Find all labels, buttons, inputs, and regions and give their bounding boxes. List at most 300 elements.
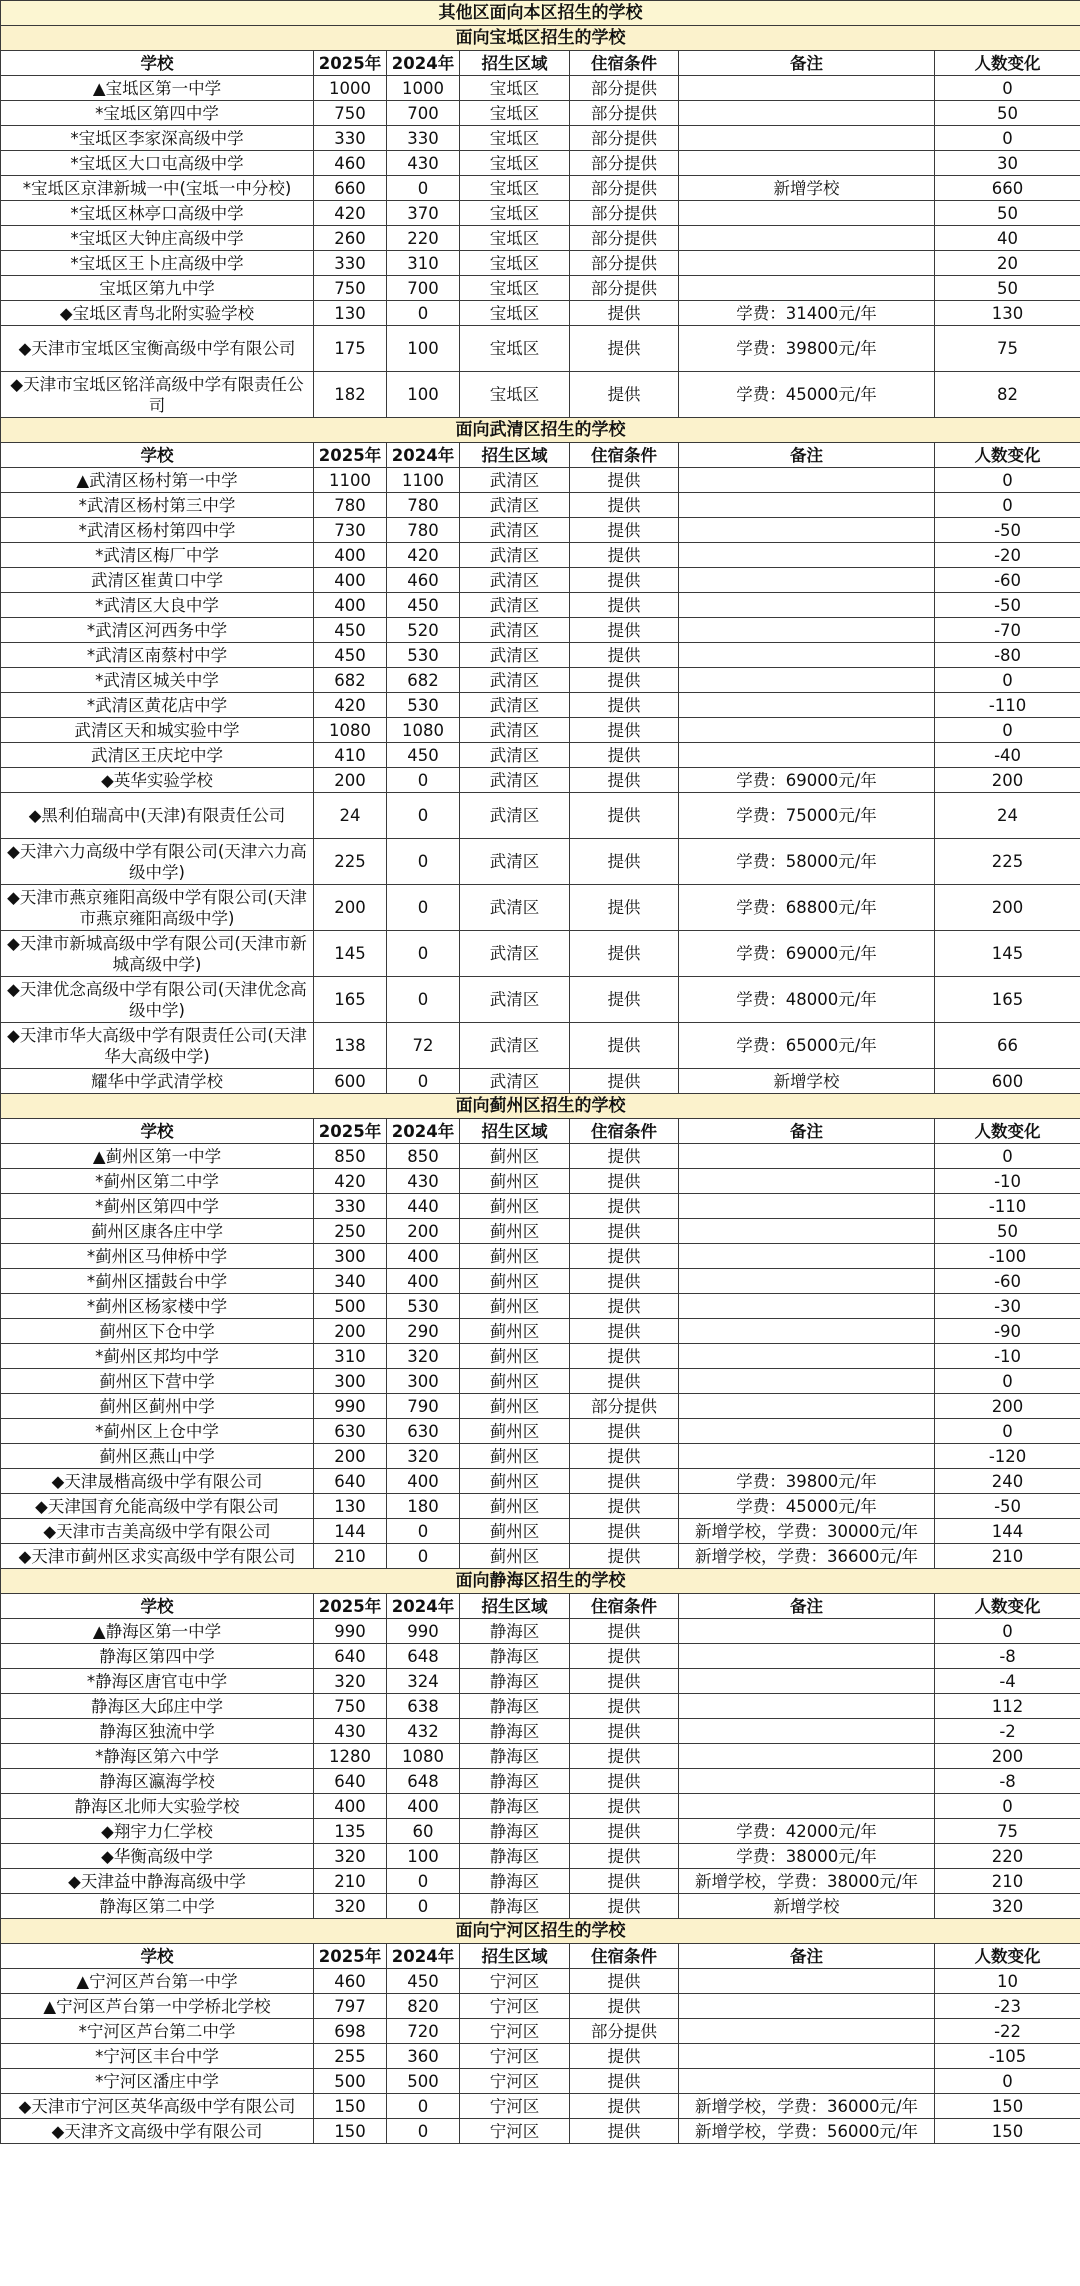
lodging-cell: 提供 <box>570 1194 679 1219</box>
lodging-cell: 提供 <box>570 1219 679 1244</box>
change-cell: 50 <box>935 276 1080 301</box>
area-cell: 宝坻区 <box>460 126 570 151</box>
note-cell: 新增学校 <box>679 176 935 201</box>
change-cell: 145 <box>935 931 1080 977</box>
y2024-cell: 400 <box>387 1794 460 1819</box>
y2024-cell: 0 <box>387 301 460 326</box>
area-cell: 武清区 <box>460 618 570 643</box>
area-cell: 蓟州区 <box>460 1219 570 1244</box>
note-cell <box>679 518 935 543</box>
table-row <box>1 1444 1080 1469</box>
change-cell: -110 <box>935 1194 1080 1219</box>
school-cell: *静海区第六中学 <box>1 1744 314 1769</box>
y2024-cell: 450 <box>387 1969 460 1994</box>
note-cell: 新增学校，学费：38000元/年 <box>679 1869 935 1894</box>
school-cell: *蓟州区第四中学 <box>1 1194 314 1219</box>
school-cell: *宝坻区林亭口高级中学 <box>1 201 314 226</box>
y2024-cell: 0 <box>387 793 460 839</box>
note-cell <box>679 668 935 693</box>
area-cell: 宁河区 <box>460 2019 570 2044</box>
note-cell <box>679 201 935 226</box>
school-cell: *武清区杨村第四中学 <box>1 518 314 543</box>
column-header: 住宿条件 <box>570 51 679 76</box>
section-title: 面向静海区招生的学校 <box>1 1569 1080 1594</box>
change-cell: -23 <box>935 1994 1080 2019</box>
table-body <box>1 1 1080 2144</box>
school-cell: 耀华中学武清学校 <box>1 1069 314 1094</box>
y2025-cell: 330 <box>314 1194 387 1219</box>
y2025-cell: 200 <box>314 885 387 931</box>
change-cell: -50 <box>935 1494 1080 1519</box>
y2024-cell: 440 <box>387 1194 460 1219</box>
table-row <box>1 1669 1080 1694</box>
table-title-row <box>1 1 1080 26</box>
lodging-cell: 提供 <box>570 1494 679 1519</box>
column-header-row <box>1 1944 1080 1969</box>
section-title: 面向蓟州区招生的学校 <box>1 1094 1080 1119</box>
y2025-cell: 400 <box>314 1794 387 1819</box>
table-row <box>1 1819 1080 1844</box>
lodging-cell: 提供 <box>570 1894 679 1919</box>
section-title: 面向宁河区招生的学校 <box>1 1919 1080 1944</box>
y2025-cell: 660 <box>314 176 387 201</box>
lodging-cell: 提供 <box>570 1869 679 1894</box>
change-cell: 150 <box>935 2119 1080 2144</box>
y2025-cell: 500 <box>314 1294 387 1319</box>
lodging-cell: 提供 <box>570 668 679 693</box>
school-cell: *武清区梅厂中学 <box>1 543 314 568</box>
note-cell <box>679 1269 935 1294</box>
column-header: 2025年 <box>314 443 387 468</box>
note-cell: 学费：69000元/年 <box>679 931 935 977</box>
y2024-cell: 450 <box>387 743 460 768</box>
note-cell: 学费：68800元/年 <box>679 885 935 931</box>
y2024-cell: 430 <box>387 1169 460 1194</box>
column-header: 招生区域 <box>460 51 570 76</box>
table-row <box>1 768 1080 793</box>
school-cell: *宝坻区第四中学 <box>1 101 314 126</box>
lodging-cell: 提供 <box>570 1619 679 1644</box>
note-cell: 学费：58000元/年 <box>679 839 935 885</box>
school-cell: *蓟州区杨家楼中学 <box>1 1294 314 1319</box>
note-cell <box>679 1619 935 1644</box>
y2024-cell: 72 <box>387 1023 460 1069</box>
lodging-cell: 提供 <box>570 1469 679 1494</box>
school-cell: *武清区大良中学 <box>1 593 314 618</box>
y2024-cell: 320 <box>387 1444 460 1469</box>
lodging-cell: 提供 <box>570 2044 679 2069</box>
area-cell: 武清区 <box>460 543 570 568</box>
section-title-row <box>1 1919 1080 1944</box>
table-row <box>1 1244 1080 1269</box>
y2025-cell: 1280 <box>314 1744 387 1769</box>
note-cell <box>679 76 935 101</box>
lodging-cell: 提供 <box>570 543 679 568</box>
y2024-cell: 0 <box>387 1069 460 1094</box>
y2024-cell: 100 <box>387 372 460 418</box>
column-header: 2025年 <box>314 1944 387 1969</box>
table-row <box>1 326 1080 372</box>
change-cell: 200 <box>935 885 1080 931</box>
note-cell <box>679 2069 935 2094</box>
note-cell <box>679 693 935 718</box>
school-cell: *宝坻区大口屯高级中学 <box>1 151 314 176</box>
y2025-cell: 600 <box>314 1069 387 1094</box>
change-cell: 50 <box>935 1219 1080 1244</box>
y2024-cell: 720 <box>387 2019 460 2044</box>
area-cell: 静海区 <box>460 1694 570 1719</box>
school-cell: ▲静海区第一中学 <box>1 1619 314 1644</box>
column-header: 2025年 <box>314 51 387 76</box>
y2025-cell: 797 <box>314 1994 387 2019</box>
area-cell: 蓟州区 <box>460 1169 570 1194</box>
change-cell: 150 <box>935 2094 1080 2119</box>
y2025-cell: 420 <box>314 693 387 718</box>
y2025-cell: 750 <box>314 1694 387 1719</box>
change-cell: -80 <box>935 643 1080 668</box>
column-header: 学校 <box>1 1944 314 1969</box>
lodging-cell: 提供 <box>570 1794 679 1819</box>
table-row <box>1 176 1080 201</box>
y2025-cell: 145 <box>314 931 387 977</box>
area-cell: 武清区 <box>460 693 570 718</box>
change-cell: 30 <box>935 151 1080 176</box>
school-cell: ◆天津市燕京雍阳高级中学有限公司(天津市燕京雍阳高级中学) <box>1 885 314 931</box>
y2025-cell: 750 <box>314 276 387 301</box>
y2025-cell: 460 <box>314 1969 387 1994</box>
column-header: 2024年 <box>387 1944 460 1969</box>
y2025-cell: 200 <box>314 768 387 793</box>
table-row <box>1 1769 1080 1794</box>
area-cell: 蓟州区 <box>460 1369 570 1394</box>
table-row <box>1 885 1080 931</box>
area-cell: 宝坻区 <box>460 326 570 372</box>
area-cell: 宁河区 <box>460 2119 570 2144</box>
lodging-cell: 部分提供 <box>570 251 679 276</box>
change-cell: 0 <box>935 468 1080 493</box>
lodging-cell: 提供 <box>570 1694 679 1719</box>
area-cell: 宁河区 <box>460 2044 570 2069</box>
school-cell: ◆宝坻区青鸟北附实验学校 <box>1 301 314 326</box>
lodging-cell: 提供 <box>570 1769 679 1794</box>
area-cell: 静海区 <box>460 1769 570 1794</box>
note-cell: 新增学校 <box>679 1069 935 1094</box>
y2024-cell: 530 <box>387 643 460 668</box>
column-header: 备注 <box>679 1119 935 1144</box>
lodging-cell: 部分提供 <box>570 2019 679 2044</box>
area-cell: 静海区 <box>460 1819 570 1844</box>
table-row <box>1 1069 1080 1094</box>
note-cell <box>679 1394 935 1419</box>
table-row <box>1 568 1080 593</box>
column-header: 学校 <box>1 1594 314 1619</box>
table-row <box>1 76 1080 101</box>
note-cell <box>679 1444 935 1469</box>
change-cell: -40 <box>935 743 1080 768</box>
table-row <box>1 693 1080 718</box>
y2025-cell: 430 <box>314 1719 387 1744</box>
lodging-cell: 提供 <box>570 618 679 643</box>
column-header: 2025年 <box>314 1594 387 1619</box>
note-cell <box>679 593 935 618</box>
table-row <box>1 718 1080 743</box>
table-row <box>1 977 1080 1023</box>
school-cell: ◆天津市蓟州区求实高级中学有限公司 <box>1 1544 314 1569</box>
area-cell: 武清区 <box>460 977 570 1023</box>
table-row <box>1 643 1080 668</box>
area-cell: 蓟州区 <box>460 1469 570 1494</box>
lodging-cell: 提供 <box>570 1969 679 1994</box>
column-header: 学校 <box>1 1119 314 1144</box>
school-cell: ◆天津六力高级中学有限公司(天津六力高级中学) <box>1 839 314 885</box>
y2024-cell: 300 <box>387 1369 460 1394</box>
area-cell: 蓟州区 <box>460 1194 570 1219</box>
y2024-cell: 0 <box>387 839 460 885</box>
y2025-cell: 225 <box>314 839 387 885</box>
lodging-cell: 提供 <box>570 1144 679 1169</box>
area-cell: 宝坻区 <box>460 151 570 176</box>
y2024-cell: 0 <box>387 931 460 977</box>
change-cell: -10 <box>935 1169 1080 1194</box>
school-cell: ◆天津市宝坻区宝衡高级中学有限公司 <box>1 326 314 372</box>
area-cell: 蓟州区 <box>460 1294 570 1319</box>
note-cell <box>679 1319 935 1344</box>
change-cell: 82 <box>935 372 1080 418</box>
table-row <box>1 2044 1080 2069</box>
school-cell: *蓟州区邦均中学 <box>1 1344 314 1369</box>
column-header: 住宿条件 <box>570 1119 679 1144</box>
change-cell: 0 <box>935 1419 1080 1444</box>
area-cell: 武清区 <box>460 1023 570 1069</box>
school-cell: ◆天津市宝坻区铭洋高级中学有限责任公司 <box>1 372 314 418</box>
area-cell: 蓟州区 <box>460 1419 570 1444</box>
area-cell: 宝坻区 <box>460 251 570 276</box>
note-cell <box>679 1294 935 1319</box>
change-cell: 320 <box>935 1894 1080 1919</box>
table-row <box>1 1744 1080 1769</box>
note-cell: 学费：69000元/年 <box>679 768 935 793</box>
y2025-cell: 630 <box>314 1419 387 1444</box>
y2025-cell: 450 <box>314 618 387 643</box>
y2024-cell: 630 <box>387 1419 460 1444</box>
note-cell <box>679 543 935 568</box>
note-cell <box>679 101 935 126</box>
note-cell <box>679 1769 935 1794</box>
y2024-cell: 530 <box>387 1294 460 1319</box>
column-header: 备注 <box>679 1944 935 1969</box>
y2025-cell: 255 <box>314 2044 387 2069</box>
lodging-cell: 提供 <box>570 793 679 839</box>
note-cell: 学费：45000元/年 <box>679 372 935 418</box>
school-cell: 蓟州区下营中学 <box>1 1369 314 1394</box>
change-cell: -50 <box>935 518 1080 543</box>
y2024-cell: 0 <box>387 2119 460 2144</box>
y2025-cell: 750 <box>314 101 387 126</box>
change-cell: -60 <box>935 568 1080 593</box>
area-cell: 蓟州区 <box>460 1319 570 1344</box>
school-cell: *蓟州区上仓中学 <box>1 1419 314 1444</box>
school-cell: ◆天津优念高级中学有限公司(天津优念高级中学) <box>1 977 314 1023</box>
column-header: 人数变化 <box>935 443 1080 468</box>
lodging-cell: 提供 <box>570 743 679 768</box>
lodging-cell: 提供 <box>570 1419 679 1444</box>
y2025-cell: 200 <box>314 1319 387 1344</box>
y2024-cell: 450 <box>387 593 460 618</box>
y2025-cell: 640 <box>314 1469 387 1494</box>
note-cell <box>679 1144 935 1169</box>
table-row <box>1 1169 1080 1194</box>
school-cell: ◆天津市吉美高级中学有限公司 <box>1 1519 314 1544</box>
school-cell: 静海区独流中学 <box>1 1719 314 1744</box>
note-cell: 学费：38000元/年 <box>679 1844 935 1869</box>
area-cell: 蓟州区 <box>460 1494 570 1519</box>
lodging-cell: 部分提供 <box>570 1394 679 1419</box>
y2025-cell: 780 <box>314 493 387 518</box>
note-cell <box>679 643 935 668</box>
y2025-cell: 990 <box>314 1619 387 1644</box>
school-cell: ▲宁河区芦台第一中学桥北学校 <box>1 1994 314 2019</box>
lodging-cell: 提供 <box>570 568 679 593</box>
change-cell: 75 <box>935 326 1080 372</box>
change-cell: -30 <box>935 1294 1080 1319</box>
table-row <box>1 1194 1080 1219</box>
change-cell: 210 <box>935 1544 1080 1569</box>
area-cell: 蓟州区 <box>460 1544 570 1569</box>
change-cell: 112 <box>935 1694 1080 1719</box>
area-cell: 静海区 <box>460 1719 570 1744</box>
column-header: 2024年 <box>387 1594 460 1619</box>
change-cell: 24 <box>935 793 1080 839</box>
y2025-cell: 300 <box>314 1244 387 1269</box>
lodging-cell: 提供 <box>570 468 679 493</box>
table-row <box>1 1519 1080 1544</box>
note-cell <box>679 1419 935 1444</box>
area-cell: 蓟州区 <box>460 1344 570 1369</box>
note-cell <box>679 276 935 301</box>
area-cell: 静海区 <box>460 1869 570 1894</box>
note-cell <box>679 1744 935 1769</box>
change-cell: 50 <box>935 101 1080 126</box>
school-cell: *静海区唐官屯中学 <box>1 1669 314 1694</box>
note-cell <box>679 1244 935 1269</box>
school-cell: ◆天津益中静海高级中学 <box>1 1869 314 1894</box>
lodging-cell: 提供 <box>570 839 679 885</box>
y2024-cell: 780 <box>387 518 460 543</box>
change-cell: 600 <box>935 1069 1080 1094</box>
school-cell: 静海区第二中学 <box>1 1894 314 1919</box>
note-cell <box>679 126 935 151</box>
y2024-cell: 0 <box>387 1544 460 1569</box>
y2025-cell: 320 <box>314 1844 387 1869</box>
y2025-cell: 300 <box>314 1369 387 1394</box>
change-cell: -8 <box>935 1769 1080 1794</box>
table-row <box>1 1619 1080 1644</box>
school-cell: *武清区城关中学 <box>1 668 314 693</box>
lodging-cell: 部分提供 <box>570 226 679 251</box>
note-cell: 学费：48000元/年 <box>679 977 935 1023</box>
area-cell: 武清区 <box>460 518 570 543</box>
lodging-cell: 提供 <box>570 1244 679 1269</box>
school-cell: *蓟州区马伸桥中学 <box>1 1244 314 1269</box>
area-cell: 宝坻区 <box>460 226 570 251</box>
lodging-cell: 部分提供 <box>570 126 679 151</box>
column-header: 招生区域 <box>460 443 570 468</box>
y2025-cell: 135 <box>314 1819 387 1844</box>
column-header: 住宿条件 <box>570 443 679 468</box>
school-cell: ◆天津齐文高级中学有限公司 <box>1 2119 314 2144</box>
lodging-cell: 提供 <box>570 718 679 743</box>
table-row <box>1 793 1080 839</box>
note-cell <box>679 1969 935 1994</box>
table-row <box>1 1869 1080 1894</box>
y2024-cell: 638 <box>387 1694 460 1719</box>
table-row <box>1 226 1080 251</box>
change-cell: 200 <box>935 768 1080 793</box>
table-row <box>1 1719 1080 1744</box>
lodging-cell: 部分提供 <box>570 76 679 101</box>
school-cell: ▲宝坻区第一中学 <box>1 76 314 101</box>
y2025-cell: 150 <box>314 2119 387 2144</box>
table-row <box>1 1644 1080 1669</box>
school-cell: 武清区天和城实验中学 <box>1 718 314 743</box>
lodging-cell: 提供 <box>570 693 679 718</box>
school-cell: *武清区杨村第三中学 <box>1 493 314 518</box>
table-row <box>1 1494 1080 1519</box>
school-cell: *武清区南蔡村中学 <box>1 643 314 668</box>
note-cell <box>679 743 935 768</box>
column-header: 招生区域 <box>460 1594 570 1619</box>
change-cell: 130 <box>935 301 1080 326</box>
y2024-cell: 100 <box>387 1844 460 1869</box>
table-row <box>1 1469 1080 1494</box>
area-cell: 宝坻区 <box>460 176 570 201</box>
column-header: 学校 <box>1 443 314 468</box>
y2024-cell: 400 <box>387 1269 460 1294</box>
note-cell: 学费：39800元/年 <box>679 326 935 372</box>
table-row <box>1 468 1080 493</box>
change-cell: -120 <box>935 1444 1080 1469</box>
note-cell <box>679 1369 935 1394</box>
change-cell: 66 <box>935 1023 1080 1069</box>
y2024-cell: 0 <box>387 768 460 793</box>
note-cell <box>679 1794 935 1819</box>
column-header: 住宿条件 <box>570 1944 679 1969</box>
table-row <box>1 1794 1080 1819</box>
y2024-cell: 820 <box>387 1994 460 2019</box>
table-row <box>1 618 1080 643</box>
school-cell: ◆天津国育允能高级中学有限公司 <box>1 1494 314 1519</box>
y2025-cell: 330 <box>314 126 387 151</box>
table-row <box>1 1369 1080 1394</box>
note-cell: 学费：75000元/年 <box>679 793 935 839</box>
change-cell: 165 <box>935 977 1080 1023</box>
school-cell: 蓟州区蓟州中学 <box>1 1394 314 1419</box>
change-cell: 0 <box>935 76 1080 101</box>
area-cell: 武清区 <box>460 468 570 493</box>
change-cell: 0 <box>935 126 1080 151</box>
school-cell: *宝坻区京津新城一中(宝坻一中分校) <box>1 176 314 201</box>
y2024-cell: 0 <box>387 1519 460 1544</box>
column-header: 招生区域 <box>460 1944 570 1969</box>
change-cell: 0 <box>935 1369 1080 1394</box>
y2025-cell: 400 <box>314 568 387 593</box>
note-cell: 学费：31400元/年 <box>679 301 935 326</box>
note-cell <box>679 1669 935 1694</box>
school-cell: ◆黑利伯瑞高中(天津)有限责任公司 <box>1 793 314 839</box>
area-cell: 武清区 <box>460 793 570 839</box>
lodging-cell: 提供 <box>570 518 679 543</box>
table-row <box>1 2019 1080 2044</box>
